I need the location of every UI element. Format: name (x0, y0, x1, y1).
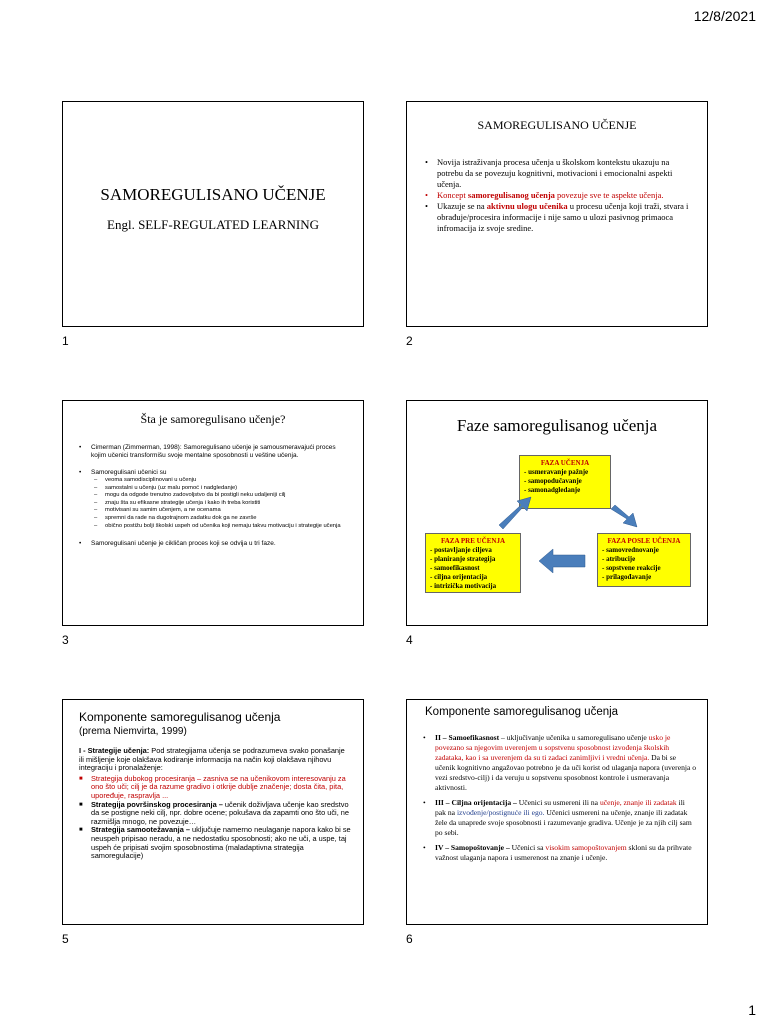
print-date: 12/8/2021 (693, 8, 756, 24)
phase-item: - samopodučavanje (524, 477, 582, 485)
slide-3 (62, 400, 364, 626)
phase-item: - samovrednovanje (602, 546, 659, 554)
slide-4-number: 4 (406, 633, 413, 647)
slide-4 (406, 400, 708, 626)
phase-item: - prilagođavanje (602, 573, 652, 581)
slide-5-intro: I - Strategije učenja: Pod strategijama učenja se podrazumeva svako ponašanje ili mišljenje koje olakšava kodiranje informacija na način koji olakšava njihovu integraciju i pronalaženje: (79, 746, 345, 773)
slide-6 (406, 699, 708, 925)
list-item: – veoma samodisciplinovani u učenju (91, 477, 351, 485)
cycle-arrows (407, 401, 708, 626)
slide-5-title: Komponente samoregulisanog učenja (79, 710, 281, 724)
list-item: • II – Samoefikasnost – uključivanje učenika u samoregulisano učenje usko je povezano sa njegovim uverenjem u sopstvenu sposobnost izvođenja školskih zadataka, kao i sa uverenjem da su ti zadaci zanimljivi i vredni učenja. Da bi se učenik kognitivno angažovao potrebno je da uči korist od ulaganja napora (uverenja o vezi sredstvo-cilj) i da veruju u sopstvenu sposobnost kontrole i usmeravanja aktivnosti. (423, 733, 697, 793)
phase-learning-title: FAZA UČENJA (540, 459, 590, 467)
phase-item: - intrizička motivacija (430, 582, 497, 590)
list-item: – znaju šta su efikasne strategije učenja i kako ih treba koristiti (91, 500, 351, 508)
page-number: 1 (748, 1002, 756, 1018)
phase-item: - usmeravanje pažnje (524, 468, 589, 476)
list-item: – samostalni u učenju (uz malu pomoć i nadgledanje) (91, 485, 351, 493)
phase-after-title: FAZA POSLE UČENJA (607, 537, 681, 545)
list-item: ■ Strategija samootežavanja – uključuje namerno neulaganje napora kako bi se neuspeh pripisao neradu, a ne nedostatku sposobnosti; ako ne uči, a uspe, taj uspeh će pripisati svojim sposobnostima (maladaptivna strategija samoregulacije) (79, 826, 351, 860)
list-item: ■ Strategija površinskog procesiranja – učenik doživljava učenje kao sredstvo da se postigne neki cilj, npr. dobre ocene; pokušava da zapamti ono što uči, ne razmišlja mnogo, ne povezuje… (79, 801, 351, 827)
list-item: – spremni da rade na dugotrajnom zadatku dok ga ne završe (91, 515, 351, 523)
slide-1-number: 1 (62, 334, 69, 348)
slide-1 (62, 101, 364, 327)
slide-3-bullet-2: • Samoregulisani učenici su (79, 469, 351, 477)
phase-item: - sopstvene reakcije (602, 564, 661, 572)
slide-6-number: 6 (406, 932, 413, 946)
arrow-left-icon (539, 549, 585, 573)
arrow-up-right-icon (499, 497, 531, 529)
slide-3-bullet-3: • Samoregulisani učenje je cikličan proces koji se odvija u tri faze. (79, 540, 351, 548)
list-item: • IV – Samopoštovanje – Učenici sa visokim samopoštovanjem skloni su da prihvate važnost ulaganja napora i usmerenost na znanje i učenje. (423, 843, 697, 863)
slide-2-title: SAMOREGULISANO UČENJE (477, 118, 637, 132)
slide-2 (406, 101, 708, 327)
list-item: – mogu da odgode trenutno zadovoljstvo da bi postigli neku udaljeniji cilj (91, 492, 351, 500)
list-item: • III – Ciljna orijentacija – Učenici su usmereni ili na učenje, znanje ili zadatak ili pak na izvođenje/postignuće ili ego. Učenici usmereni na učenje, znanje ili zadatak žele da unaprede svoje sposobnosti i razumevanje gradiva. Učenje je za njih cilj sam po sebi. (423, 798, 697, 838)
slide-4-title: Faze samoregulisanog učenja (456, 416, 658, 435)
phase-item: - samoefikasnost (430, 564, 480, 572)
phase-item: - planiranje strategija (430, 555, 496, 563)
slide-3-sublist (79, 477, 351, 530)
arrow-down-right-icon (611, 505, 637, 527)
slide-5-subtitle: (prema Niemvirta, 1999) (79, 726, 187, 737)
slide-1-title: SAMOREGULISANO UČENJE (100, 185, 326, 204)
list-item: ■ Strategija dubokog procesiranja – zasniva se na učenikovom interesovanju za ono što uči; cilj je da razume gradivo i otkrije dublje značenje; dosta čita, pita, upoređuje, raspravlja ... (79, 775, 351, 801)
slide-2-bullet-1: • Novija istraživanja procesa učenja u školskom kontekstu ukazuju na potrebu da se povezuju kognitivni, motivacioni i emocionalni aspekti učenja. (425, 157, 693, 190)
slide-6-title: Komponente samoregulisanog učenja (425, 706, 619, 718)
slide-2-bullet-3: • Ukazuje se na aktivnu ulogu učenika u procesu učenja koji traži, stvara i obrađuje/procesira informacije i nije samo u ulozi pasivnog primaoca infromacija iz svoje sredine. (425, 201, 693, 234)
phase-item: - postavljanje ciljeva (430, 546, 492, 554)
phase-before-title: FAZA PRE UČENJA (440, 537, 506, 545)
slide-3-title: Šta je samoregulisano učenje? (140, 412, 286, 426)
slide-5 (62, 699, 364, 925)
phase-item: - ciljna orijentacija (430, 573, 488, 581)
slide-2-number: 2 (406, 334, 413, 348)
slide-3-bullet-1: • Cimerman (Zimmerman, 1998): Samoregulisano učenje je samousmeravajući proces kojim učenici transformišu svoje mentalne sposobnosti u veštine učenja. (79, 444, 351, 460)
slide-2-bullet-2: • Koncept samoregulisanog učenja povezuje sve te aspekte učenja. (425, 190, 693, 201)
phase-item: - atribucije (602, 555, 636, 563)
phase-item: - samonadgledanje (524, 486, 581, 494)
slide-3-number: 3 (62, 633, 69, 647)
slide-1-subtitle: Engl. SELF-REGULATED LEARNING (107, 217, 319, 232)
list-item: – obično postižu bolji školski uspeh od učenika koji nemaju takvu motivaciju i strategije učenja (91, 523, 351, 531)
list-item: – motivisani su samim učenjem, a ne ocenama (91, 507, 351, 515)
slide-5-number: 5 (62, 932, 69, 946)
